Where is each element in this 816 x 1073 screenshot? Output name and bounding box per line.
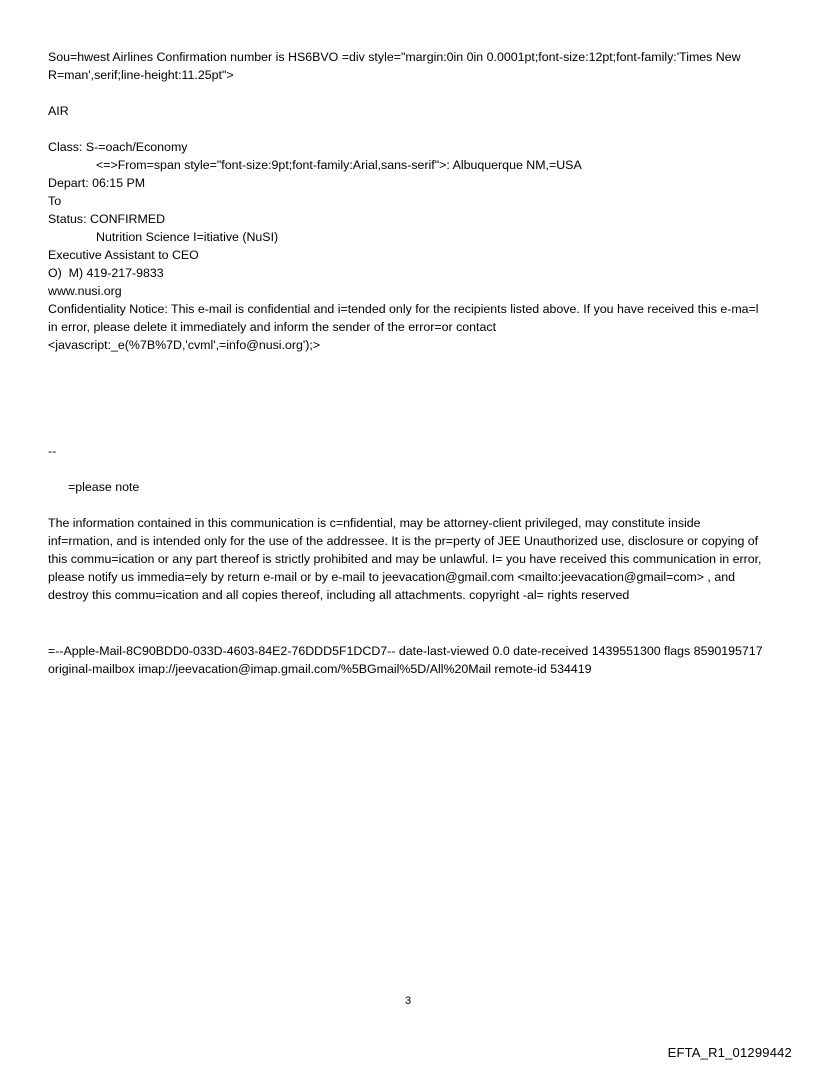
- phone-line: O) M) 419-217-9833: [48, 266, 164, 280]
- website-line: www.nusi.org: [48, 284, 122, 298]
- job-title-line: Executive Assistant to CEO: [48, 248, 199, 262]
- page-number: 3: [404, 995, 412, 1007]
- class-line: Class: S-=oach/Economy: [48, 140, 188, 154]
- bates-number: EFTA_R1_01299442: [667, 1045, 792, 1060]
- spacer: [48, 84, 768, 102]
- confidentiality-notice: Confidentiality Notice: This e-mail is confidential and i=tended only for the recipients listed above. If you have received this e-ma=l in error, please delete it immediately and inform the sender of the error=or contact <javascript:_e(%7B%7D,'cvml',=info@nusi.org');>: [48, 302, 759, 352]
- please-note-line: =please note: [68, 480, 140, 494]
- confirmation-line: Sou=hwest Airlines Confirmation number is HS6BVO =div style="margin:0in 0in 0.0001pt;font-size:12pt;font-family:'Times New R=man',serif;line-height:11.25pt">: [48, 50, 745, 82]
- mail-metadata: =--Apple-Mail-8C90BDD0-033D-4603-84E2-76DDD5F1DCD7-- date-last-viewed 0.0 date-received 1439551300 flags 8590195717 original-mailbox imap://jeevacation@imap.gmail.com/%5BGmail%5D/All%20Mail remote-id 534419: [48, 644, 763, 676]
- spacer: [48, 496, 768, 514]
- spacer: [48, 354, 768, 442]
- spacer: [48, 460, 768, 478]
- spacer: [48, 604, 768, 642]
- depart-line: Depart: 06:15 PM: [48, 176, 146, 190]
- to-line: To: [48, 194, 62, 208]
- from-line: <=>From=span style="font-size:9pt;font-family:Arial,sans-serif">: Albuquerque NM,=USA: [96, 158, 582, 172]
- signature-separator: --: [48, 444, 57, 458]
- air-label: AIR: [48, 104, 69, 118]
- organization-line: Nutrition Science I=itiative (NuSI): [96, 230, 279, 244]
- status-line: Status: CONFIRMED: [48, 212, 166, 226]
- spacer: [48, 120, 768, 138]
- email-body: [48, 48, 768, 678]
- disclaimer-paragraph: The information contained in this communication is c=nfidential, may be attorney-client privileged, may constitute inside inf=rmation, and is intended only for the use of the addressee. It is the pr=perty of JEE Unauthorized use, disclosure or copying of this commu=ication or any part thereof is strictly prohibited and may be unlawful. I= you have received this communication in error, please notify us immedia=ely by return e-mail or by e-mail to jeevacation@gmail.com <mailto:jeevacation@gmail=com> , and destroy this commu=ication and all copies thereof, including all attachments. copyright -al= rights reserved: [48, 516, 762, 602]
